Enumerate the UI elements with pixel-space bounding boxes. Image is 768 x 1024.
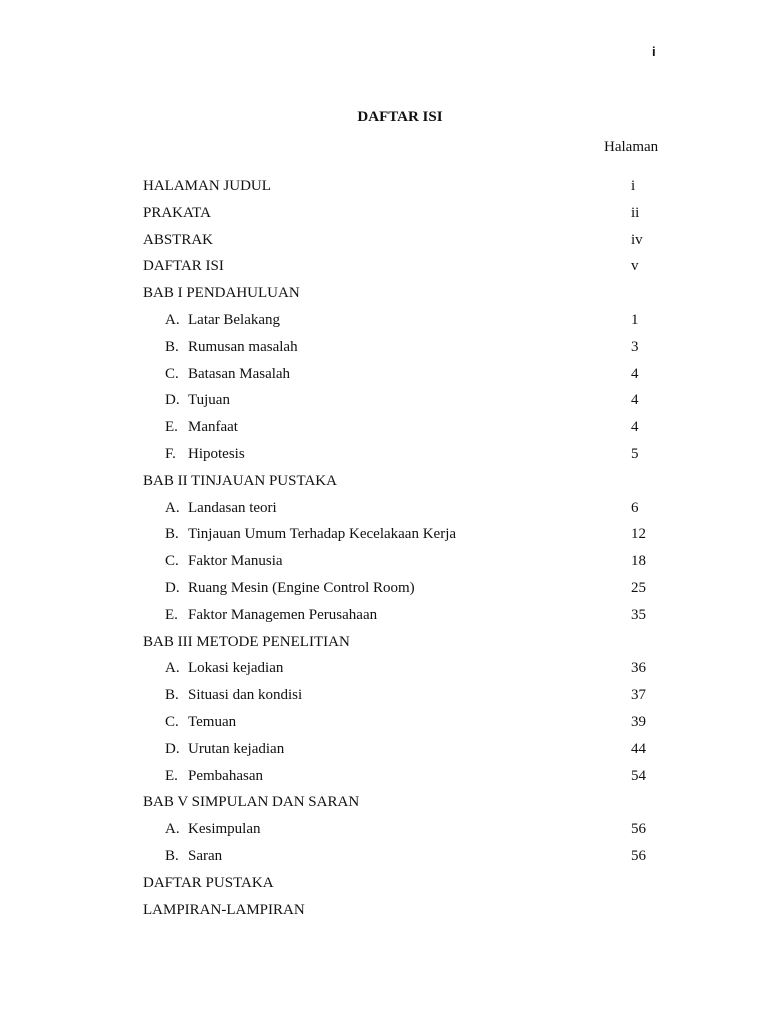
- toc-entry-marker: A.: [165, 311, 180, 328]
- toc-entry-title: ABSTRAK: [143, 231, 214, 248]
- toc-entry-page-number: 36: [631, 660, 646, 677]
- toc-entry-title: Saran: [188, 847, 223, 864]
- toc-entry-marker: B.: [165, 526, 179, 543]
- toc-entry-marker: B.: [165, 847, 179, 864]
- toc-entry-title: LAMPIRAN-LAMPIRAN: [143, 901, 305, 918]
- toc-entry-page-number: 12: [631, 526, 646, 543]
- toc-entry-title: Latar Belakang: [188, 311, 281, 328]
- toc-entry-marker: C.: [165, 713, 179, 730]
- toc-entry-title: Manfaat: [188, 419, 238, 436]
- toc-entry-title: Lokasi kejadian: [188, 660, 284, 677]
- toc-entry-page-number: 25: [631, 579, 646, 596]
- page-number: i: [652, 44, 656, 59]
- toc-chapter-row: [0, 629, 768, 656]
- toc-entry-title: Landasan teori: [188, 499, 277, 516]
- toc-entry-page-number: 6: [631, 499, 639, 516]
- toc-subsection-row: [0, 495, 768, 522]
- toc-entry-marker: E.: [165, 767, 178, 784]
- toc-entry-page-number: 4: [631, 419, 639, 436]
- toc-chapter-row: [0, 870, 768, 897]
- toc-entry-page-number: 44: [631, 740, 646, 757]
- toc-subsection-row: [0, 441, 768, 468]
- toc-subsection-row: [0, 736, 768, 763]
- toc-entry-title: Batasan Masalah: [188, 365, 291, 382]
- toc-subsection-row: [0, 682, 768, 709]
- toc-subsection-row: [0, 521, 768, 548]
- toc-entry-page-number: 54: [631, 767, 646, 784]
- toc-entry-page-number: 56: [631, 821, 646, 838]
- toc-entry-page-number: 1: [631, 311, 639, 328]
- toc-entry-page-number: 4: [631, 365, 639, 382]
- toc-chapter-row: [0, 253, 768, 280]
- toc-subsection-row: [0, 334, 768, 361]
- toc-subsection-row: [0, 843, 768, 870]
- toc-entry-title: BAB V SIMPULAN DAN SARAN: [143, 794, 360, 811]
- toc-subsection-row: [0, 387, 768, 414]
- toc-entry-page-number: 3: [631, 338, 639, 355]
- toc-chapter-row: [0, 200, 768, 227]
- toc-subsection-row: [0, 307, 768, 334]
- toc-subsection-row: [0, 709, 768, 736]
- toc-entry-page-number: 5: [631, 445, 639, 462]
- toc-entry-page-number: v: [631, 258, 639, 275]
- toc-entry-title: Faktor Manusia: [188, 553, 283, 570]
- toc-subsection-row: [0, 816, 768, 843]
- toc-entry-marker: B.: [165, 338, 179, 355]
- toc-entry-marker: C.: [165, 365, 179, 382]
- toc-entry-title: Pembahasan: [188, 767, 263, 784]
- toc-subsection-row: [0, 655, 768, 682]
- toc-entry-title: Urutan kejadian: [188, 740, 285, 757]
- toc-subsection-row: [0, 763, 768, 790]
- toc-entry-marker: D.: [165, 740, 180, 757]
- toc-entry-page-number: ii: [631, 204, 640, 221]
- toc-entry-title: DAFTAR PUSTAKA: [143, 874, 274, 891]
- toc-entry-title: BAB III METODE PENELITIAN: [143, 633, 350, 650]
- toc-chapter-row: [0, 227, 768, 254]
- toc-entry-marker: A.: [165, 821, 180, 838]
- toc-entry-marker: E.: [165, 606, 178, 623]
- toc-subsection-row: [0, 602, 768, 629]
- toc-entry-page-number: 39: [631, 713, 646, 730]
- toc-entry-title: BAB I PENDAHULUAN: [143, 285, 300, 302]
- toc-entry-page-number: 18: [631, 553, 646, 570]
- toc-entry-page-number: 4: [631, 392, 639, 409]
- toc-entry-marker: C.: [165, 553, 179, 570]
- toc-entry-marker: D.: [165, 392, 180, 409]
- document-title: DAFTAR ISI: [357, 109, 443, 125]
- toc-entry-title: Faktor Managemen Perusahaan: [188, 606, 378, 623]
- toc-entry-page-number: 37: [631, 687, 646, 704]
- toc-entry-title: PRAKATA: [143, 204, 211, 221]
- toc-chapter-row: [0, 173, 768, 200]
- toc-subsection-row: [0, 575, 768, 602]
- toc-entry-marker: F.: [165, 445, 176, 462]
- toc-entry-title: HALAMAN JUDUL: [143, 178, 271, 194]
- toc-entry-marker: A.: [165, 660, 180, 677]
- toc-entry-title: BAB II TINJAUAN PUSTAKA: [143, 472, 337, 489]
- toc-entry-title: Situasi dan kondisi: [188, 687, 303, 704]
- toc-entry-marker: E.: [165, 419, 178, 436]
- toc-entry-marker: D.: [165, 579, 180, 596]
- toc-chapter-row: [0, 789, 768, 816]
- toc-entry-page-number: iv: [631, 231, 643, 248]
- toc-entry-title: Tujuan: [188, 392, 230, 409]
- toc-chapter-row: [0, 897, 768, 924]
- toc-subsection-row: [0, 414, 768, 441]
- toc-chapter-row: [0, 468, 768, 495]
- page-column-header: Halaman: [604, 139, 659, 155]
- table-of-contents: [0, 173, 768, 923]
- toc-entry-title: DAFTAR ISI: [143, 258, 224, 275]
- toc-entry-title: Ruang Mesin (Engine Control Room): [188, 579, 415, 596]
- toc-chapter-row: [0, 280, 768, 307]
- toc-entry-title: Rumusan masalah: [188, 338, 298, 355]
- toc-entry-page-number: 35: [631, 606, 646, 623]
- toc-entry-marker: B.: [165, 687, 179, 704]
- toc-entry-marker: A.: [165, 499, 180, 516]
- toc-entry-title: Hipotesis: [188, 445, 245, 462]
- toc-subsection-row: [0, 548, 768, 575]
- toc-subsection-row: [0, 361, 768, 388]
- toc-entry-title: Temuan: [188, 713, 237, 730]
- toc-entry-page-number: i: [631, 178, 636, 194]
- toc-entry-title: Kesimpulan: [188, 821, 261, 838]
- toc-entry-page-number: 56: [631, 847, 646, 864]
- toc-entry-title: Tinjauan Umum Terhadap Kecelakaan Kerja: [188, 526, 457, 543]
